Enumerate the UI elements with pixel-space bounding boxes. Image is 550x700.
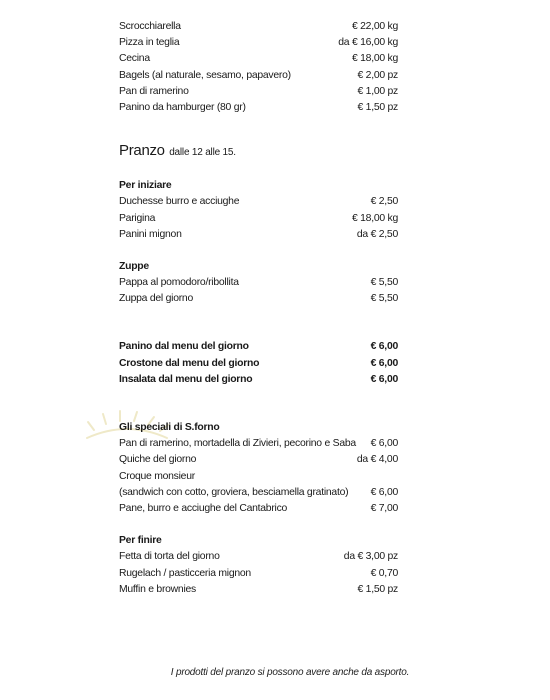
- speciali-section: [119, 420, 398, 517]
- item-name: Rugelach / pasticceria mignon: [119, 567, 251, 579]
- item-name: Cecina: [119, 53, 150, 65]
- item-price: € 2,50: [370, 196, 398, 208]
- menu-item: [119, 227, 398, 243]
- menu-item: [119, 485, 398, 501]
- menu-item: [119, 452, 398, 468]
- item-name: Pan di ramerino, mortadella di Zivieri, pecorino e Saba: [119, 438, 356, 450]
- menu-item: [119, 211, 398, 227]
- item-name: Insalata dal menu del giorno: [119, 373, 253, 385]
- item-price: € 5,50: [370, 277, 398, 289]
- menu-item: [119, 51, 398, 67]
- item-name: Bagels (al naturale, sesamo, papavero): [119, 69, 291, 81]
- item-price: € 2,00 pz: [357, 69, 398, 81]
- item-name: (sandwich con cotto, groviera, besciamella gratinato): [119, 486, 349, 498]
- item-name: Pan di ramerino: [119, 85, 189, 97]
- pranzo-title: Pranzo: [119, 142, 165, 160]
- item-name: Muffin e brownies: [119, 583, 196, 595]
- menu-item: [119, 84, 398, 100]
- item-name: Scrocchiarella: [119, 21, 181, 32]
- category-title: Per finire: [119, 535, 162, 547]
- menu-item: [119, 372, 398, 388]
- item-name: Pappa al pomodoro/ribollita: [119, 277, 239, 289]
- per-finire-section: [119, 533, 398, 598]
- item-price: € 22,00 kg: [351, 21, 398, 32]
- menu-item: [119, 35, 398, 51]
- menu-item: [119, 291, 398, 307]
- item-price: da € 3,00 pz: [343, 551, 398, 563]
- item-price: da € 4,00: [356, 454, 398, 466]
- item-name: Crostone dal menu del giorno: [119, 357, 260, 369]
- pranzo-hours: dalle 12 alle 15.: [169, 147, 236, 159]
- item-price: € 5,50: [370, 293, 398, 305]
- item-name: Quiche del giorno: [119, 454, 197, 466]
- item-name: Panino dal menu del giorno: [119, 341, 249, 353]
- menu-item: [119, 436, 398, 452]
- item-name: Pane, burro e acciughe del Cantabrico: [119, 502, 288, 514]
- menu-item: [119, 469, 398, 485]
- menu-item: [119, 339, 398, 355]
- menu-item: [119, 194, 398, 210]
- item-name: Zuppa del giorno: [119, 293, 193, 305]
- item-name: Pizza in teglia: [119, 37, 180, 49]
- item-name: Parigina: [119, 212, 156, 224]
- zuppe-section: [119, 259, 398, 308]
- item-name: Panino da hamburger (80 gr): [119, 101, 246, 113]
- item-price: € 18,00 kg: [351, 212, 398, 224]
- item-price: € 6,00: [370, 373, 398, 385]
- menu-item: [119, 566, 398, 582]
- per-iniziare-section: [119, 178, 398, 243]
- item-name: Duchesse burro e acciughe: [119, 196, 240, 208]
- item-name: Panini mignon: [119, 228, 182, 240]
- category-title: Per iniziare: [119, 180, 172, 192]
- item-price: € 18,00 kg: [351, 53, 398, 65]
- menu-item: [119, 501, 398, 517]
- item-price: € 6,00: [370, 486, 398, 498]
- menu-item: [119, 356, 398, 372]
- menu-page: [119, 19, 398, 598]
- item-price: € 6,00: [370, 341, 398, 353]
- menu-item: [119, 100, 398, 116]
- item-price: € 1,50 pz: [357, 583, 398, 595]
- item-name: Fetta di torta del giorno: [119, 551, 220, 563]
- item-price: € 1,00 pz: [357, 85, 398, 97]
- item-price: € 6,00: [370, 438, 398, 450]
- item-name: Croque monsieur: [119, 470, 195, 482]
- menu-item: [119, 68, 398, 84]
- menu-del-giorno-section: [119, 339, 398, 388]
- category-title: Zuppe: [119, 260, 149, 272]
- menu-item: [119, 582, 398, 598]
- top-items-list: [119, 19, 398, 116]
- item-price: € 6,00: [370, 357, 398, 369]
- pranzo-heading: [119, 142, 398, 162]
- menu-item: [119, 19, 398, 35]
- item-price: da € 16,00 kg: [338, 37, 398, 49]
- takeaway-note: I prodotti del pranzo si possono avere anche da asporto.: [170, 667, 410, 678]
- item-price: da € 2,50: [356, 228, 398, 240]
- item-price: € 0,70: [370, 567, 398, 579]
- item-price: € 1,50 pz: [357, 101, 398, 113]
- menu-item: [119, 275, 398, 291]
- category-title: Gli speciali di S.forno: [119, 422, 220, 433]
- menu-item: [119, 549, 398, 565]
- item-price: € 7,00: [370, 502, 398, 514]
